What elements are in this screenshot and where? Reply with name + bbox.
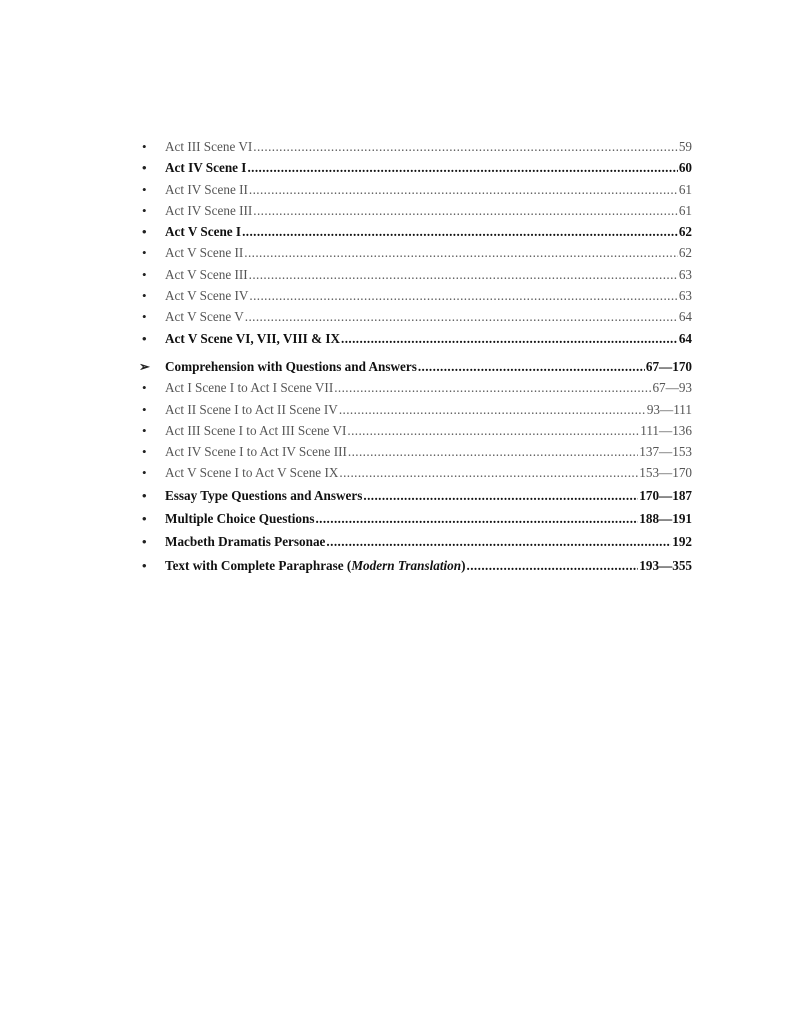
dot-leader	[247, 157, 677, 178]
toc-entry-title: Act IV Scene I to Act IV Scene III	[165, 444, 347, 460]
toc-entry-title: Act IV Scene II	[165, 181, 248, 197]
dot-leader	[348, 441, 638, 462]
toc-entry-title: Macbeth Dramatis Personae	[165, 534, 326, 550]
bullet-icon: •	[142, 557, 147, 573]
toc-entry-page: 63	[678, 266, 692, 282]
bullet-icon: •	[142, 160, 147, 176]
toc-entry	[138, 264, 692, 285]
toc-entry-page: 67—93	[652, 380, 692, 396]
toc-entry-page: 59	[678, 139, 692, 154]
dot-leader	[326, 530, 671, 553]
toc-entry-title: Act V Scene IV	[165, 288, 249, 304]
table-of-contents	[138, 136, 692, 577]
toc-entry	[138, 242, 692, 263]
toc-section-heading	[138, 356, 692, 377]
bullet-icon: •	[142, 422, 147, 438]
toc-entry	[138, 420, 692, 441]
toc-entry-title: Act V Scene VI, VII, VIII & IX	[165, 330, 341, 346]
dot-leader	[315, 507, 638, 530]
toc-entry	[138, 157, 692, 178]
toc-entry	[138, 530, 692, 553]
toc-entry	[138, 462, 692, 483]
dot-leader	[347, 420, 639, 441]
dot-leader	[339, 462, 638, 483]
toc-entry-page: 62	[678, 224, 692, 240]
dot-leader	[245, 306, 678, 327]
bullet-icon: •	[142, 245, 147, 261]
toc-entry	[138, 221, 692, 242]
dot-leader	[334, 377, 651, 398]
dot-leader	[363, 484, 638, 507]
bullet-icon: •	[142, 534, 147, 550]
dot-leader	[244, 242, 678, 263]
toc-entry-title	[165, 554, 466, 577]
toc-entry-title: Act V Scene I to Act V Scene IX	[165, 465, 339, 481]
toc-entry	[138, 484, 692, 507]
bullet-icon: •	[142, 202, 147, 218]
toc-entry-page: 64	[678, 309, 692, 325]
bullet-icon: •	[142, 401, 147, 417]
toc-entry-title: Act V Scene II	[165, 245, 244, 261]
toc-entry	[138, 399, 692, 420]
title-end: )	[461, 557, 466, 573]
dot-leader	[249, 264, 678, 285]
bullet-icon: •	[142, 139, 147, 154]
toc-entry	[138, 136, 692, 157]
dot-leader	[341, 328, 678, 349]
bullet-icon: •	[142, 487, 147, 503]
toc-entry-title: Act IV Scene I	[165, 160, 247, 176]
bullet-icon: •	[142, 288, 147, 304]
toc-entry-page: 137—153	[639, 444, 692, 460]
bullet-icon: •	[142, 465, 147, 481]
toc-entry-title: Multiple Choice Questions	[165, 511, 315, 527]
dot-leader	[249, 179, 678, 200]
toc-entry	[138, 306, 692, 327]
bullet-icon: •	[142, 181, 147, 197]
toc-entry-page: 188—191	[639, 511, 692, 527]
toc-entry	[138, 507, 692, 530]
bullet-icon: •	[142, 266, 147, 282]
toc-entry	[138, 377, 692, 398]
toc-entry	[138, 441, 692, 462]
toc-entry-page: 61	[678, 181, 692, 197]
dot-leader	[253, 136, 678, 157]
toc-entry	[138, 285, 692, 306]
toc-entry-page: 192	[672, 534, 692, 550]
dot-leader	[418, 356, 645, 377]
title-start: Text with Complete Paraphrase (	[165, 557, 352, 573]
toc-entry-title: Act III Scene VI	[165, 139, 253, 154]
toc-entry-title: Essay Type Questions and Answers	[165, 487, 363, 503]
arrow-icon: ➢	[139, 358, 150, 374]
toc-entry-title: Act III Scene I to Act III Scene VI	[165, 422, 347, 438]
dot-leader	[467, 554, 639, 577]
toc-entry	[138, 179, 692, 200]
toc-entry-title: Act I Scene I to Act I Scene VII	[165, 380, 334, 396]
toc-entry-page: 170—187	[639, 487, 692, 503]
bullet-icon: •	[142, 330, 147, 346]
toc-entry-title: Act IV Scene III	[165, 202, 253, 218]
bullet-icon: •	[142, 444, 147, 460]
toc-entry-title: Comprehension with Questions and Answers	[165, 358, 417, 374]
toc-entry	[138, 328, 692, 349]
toc-entry-title: Act II Scene I to Act II Scene IV	[165, 401, 338, 417]
toc-entry-title: Act V Scene I	[165, 224, 242, 240]
dot-leader	[242, 221, 678, 242]
toc-entry-page: 93—111	[646, 401, 692, 417]
dot-leader	[253, 200, 678, 221]
toc-entry-page: 153—170	[639, 465, 692, 481]
dot-leader	[249, 285, 677, 306]
toc-entry-page: 61	[678, 202, 692, 218]
toc-entry-page: 193—355	[639, 557, 692, 573]
toc-entry-page: 60	[678, 160, 692, 176]
bullet-icon: •	[142, 380, 147, 396]
dot-leader	[339, 399, 646, 420]
bullet-icon: •	[142, 511, 147, 527]
title-italic: Modern Translation	[351, 557, 462, 573]
toc-entry-title: Act V Scene V	[165, 309, 244, 325]
toc-entry-page: 63	[678, 288, 692, 304]
bullet-icon: •	[142, 309, 147, 325]
toc-entry-page: 62	[678, 245, 692, 261]
bullet-icon: •	[142, 224, 147, 240]
toc-entry-title: Act V Scene III	[165, 266, 248, 282]
toc-entry-page: 64	[678, 330, 692, 346]
toc-entry-page: 111—136	[640, 422, 692, 438]
toc-entry	[138, 200, 692, 221]
toc-entry	[138, 554, 692, 577]
toc-entry-page: 67—170	[645, 358, 692, 374]
